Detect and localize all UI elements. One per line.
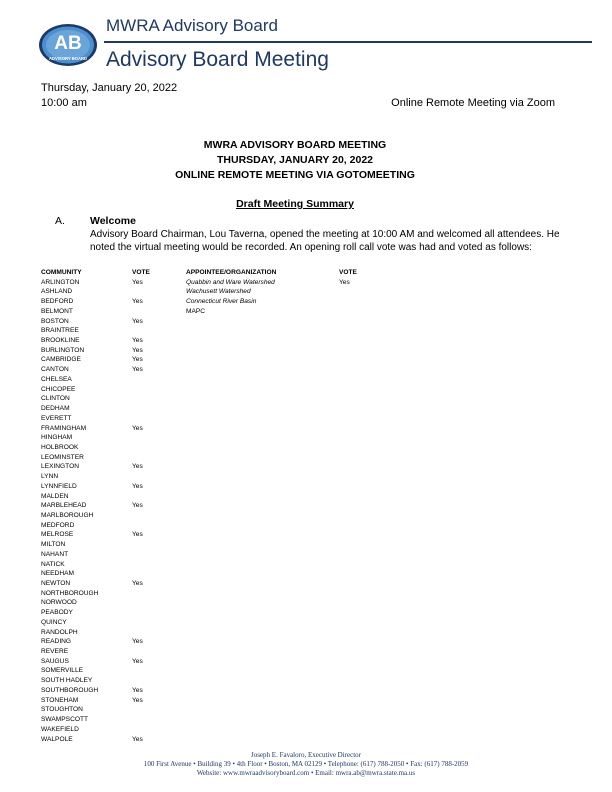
community-vote <box>132 628 150 638</box>
appointee-vote: Yes <box>339 278 350 286</box>
community-vote <box>132 715 150 725</box>
community-vote <box>132 472 150 482</box>
community-name: SWAMPSCOTT <box>41 716 89 724</box>
community-vote <box>132 618 150 628</box>
community-name: NEEDHAM <box>41 570 74 578</box>
org-name: MWRA Advisory Board <box>106 16 278 35</box>
community-name: DEDHAM <box>41 405 70 413</box>
community-vote <box>132 511 150 521</box>
community-name: SOUTHBOROUGH <box>41 686 99 694</box>
community-name: LYNNFIELD <box>41 482 77 490</box>
footer-director: Joseph E. Favaloro, Executive Director <box>250 751 362 759</box>
advisory-board-logo <box>38 22 98 68</box>
community-name: CHICOPEE <box>41 385 76 393</box>
document-title: Advisory Board Meeting <box>106 48 329 71</box>
community-vote: Yes <box>132 482 143 490</box>
community-name: NORTHBOROUGH <box>41 589 99 597</box>
community-vote <box>132 443 150 453</box>
community-name: BOSTON <box>41 317 69 325</box>
community-vote: Yes <box>132 638 143 646</box>
community-name: HOLBROOK <box>41 443 79 451</box>
community-name: MEDFORD <box>41 521 75 529</box>
footer-contact: Website: www.mwraadvisoryboard.com • Email: mwra.ab@mwra.state.ma.us <box>196 769 416 777</box>
community-name: BEDFORD <box>41 298 74 306</box>
meeting-heading-line2: THURSDAY, JANUARY 20, 2022 <box>216 154 373 166</box>
community-name: BROOKLINE <box>41 337 80 345</box>
community-vote <box>132 608 150 618</box>
community-name: LEOMINSTER <box>41 453 84 461</box>
community-vote <box>132 598 150 608</box>
community-vote <box>132 550 150 560</box>
community-vote: Yes <box>132 337 143 345</box>
meeting-heading-line3: ONLINE REMOTE MEETING VIA GOTOMEETING <box>175 169 415 181</box>
community-name: NAHANT <box>41 550 69 558</box>
community-name: CANTON <box>41 366 69 374</box>
community-vote <box>132 375 150 385</box>
community-vote: Yes <box>132 502 143 510</box>
community-name: ARLINGTON <box>41 278 80 286</box>
community-name: CAMBRIDGE <box>41 356 81 364</box>
community-column <box>41 268 98 744</box>
community-vote <box>132 540 150 550</box>
community-name: NORWOOD <box>41 599 77 607</box>
section-letter: A. <box>55 215 65 227</box>
community-name: WAKEFIELD <box>41 725 79 733</box>
community-name: LEXINGTON <box>41 463 79 471</box>
community-vote <box>132 287 150 297</box>
meeting-location: Online Remote Meeting via Zoom <box>391 97 555 109</box>
community-name: LYNN <box>41 473 59 481</box>
summary-title: Draft Meeting Summary <box>236 198 354 210</box>
community-name: REVERE <box>41 648 69 656</box>
section-body: Advisory Board Chairman, Lou Taverna, opened the meeting at 10:00 AM and welcomed all attendees. He noted the virtual meeting would be recorded. An opening roll call vote was had and voted as follows: <box>90 229 560 253</box>
community-vote <box>132 326 150 336</box>
community-vote <box>132 676 150 686</box>
community-vote <box>132 492 150 502</box>
appointee-name: Quabbin and Ware Watershed <box>186 278 275 286</box>
community-name: BELMONT <box>41 307 73 315</box>
vote-header: VOTE <box>132 269 150 276</box>
meeting-date: Thursday, January 20, 2022 <box>41 82 178 94</box>
community-vote <box>132 385 150 395</box>
community-vote: Yes <box>132 424 143 432</box>
community-name: SOUTH HADLEY <box>41 677 93 685</box>
community-vote <box>132 560 150 570</box>
appointee-vote-column <box>339 268 357 317</box>
community-name: STOUGHTON <box>41 706 83 714</box>
community-vote: Yes <box>132 686 143 694</box>
community-name: BRAINTREE <box>41 327 79 335</box>
community-name: STONEHAM <box>41 696 79 704</box>
community-name: MELROSE <box>41 531 74 539</box>
community-name: SAUGUS <box>41 657 69 665</box>
community-name: SOMERVILLE <box>41 667 84 675</box>
community-vote: Yes <box>132 356 143 364</box>
community-vote <box>132 433 150 443</box>
community-vote: Yes <box>132 346 143 354</box>
community-name: READING <box>41 638 72 646</box>
community-vote: Yes <box>132 657 143 665</box>
community-vote: Yes <box>132 735 143 743</box>
community-vote <box>132 569 150 579</box>
community-vote <box>132 453 150 463</box>
community-name: QUINCY <box>41 618 67 626</box>
community-vote: Yes <box>132 580 143 587</box>
footer-address: 100 First Avenue • Building 39 • 4th Floor • Boston, MA 02129 • Telephone: (617) 788-2050 • Fax: (617) 788-2059 <box>143 760 469 768</box>
community-vote: Yes <box>132 317 143 325</box>
community-name: FRAMINGHAM <box>41 424 87 432</box>
community-name: PEABODY <box>41 609 73 617</box>
appointee-name: MAPC <box>186 307 206 315</box>
community-vote <box>132 394 150 404</box>
community-vote <box>132 404 150 414</box>
community-vote: Yes <box>132 696 143 704</box>
community-vote <box>132 705 150 715</box>
community-vote <box>132 725 150 735</box>
community-vote <box>132 589 150 599</box>
community-name: EVERETT <box>41 414 72 422</box>
logo-subtext: ADVISORY BOARD <box>48 56 88 61</box>
community-vote: Yes <box>132 531 143 539</box>
community-name: ASHLAND <box>41 288 73 296</box>
community-vote: Yes <box>132 298 143 306</box>
community-name: CLINTON <box>41 395 70 403</box>
community-vote: Yes <box>132 278 143 286</box>
header-rule <box>104 41 592 43</box>
community-name: MILTON <box>41 541 66 549</box>
community-vote <box>132 307 150 317</box>
meeting-heading-line1: MWRA ADVISORY BOARD MEETING <box>203 139 387 151</box>
community-vote <box>132 666 150 676</box>
meeting-time: 10:00 am <box>41 97 87 109</box>
community-vote-column <box>132 268 150 744</box>
appointee-vote <box>339 297 357 307</box>
community-name: WALPOLE <box>41 735 73 743</box>
community-name: NEWTON <box>41 580 71 587</box>
appointee-name: Connecticut River Basin <box>186 298 257 306</box>
community-name: MALDEN <box>41 492 69 500</box>
community-name: MARBLEHEAD <box>41 502 87 510</box>
logo-text: AB <box>54 33 82 54</box>
appointee-vote <box>339 287 357 297</box>
community-name: BURLINGTON <box>41 346 85 354</box>
appointee-header: APPOINTEE/ORGANIZATION <box>186 269 277 276</box>
appointee-name: Wachusett Watershed <box>186 288 251 296</box>
community-name: RANDOLPH <box>41 628 78 636</box>
community-vote: Yes <box>132 366 143 374</box>
community-name: HINGHAM <box>41 434 73 442</box>
community-header: COMMUNITY <box>41 269 82 276</box>
community-vote <box>132 521 150 531</box>
appointee-column <box>186 268 276 317</box>
community-vote: Yes <box>132 463 143 471</box>
community-vote <box>132 414 150 424</box>
community-vote <box>132 647 150 657</box>
section-title: Welcome <box>90 215 136 227</box>
appointee-vote <box>339 307 357 317</box>
community-name: NATICK <box>41 560 65 568</box>
appointee-vote-header: VOTE <box>339 269 357 276</box>
community-name: MARLBOROUGH <box>41 511 94 519</box>
community-name: CHELSEA <box>41 375 72 383</box>
